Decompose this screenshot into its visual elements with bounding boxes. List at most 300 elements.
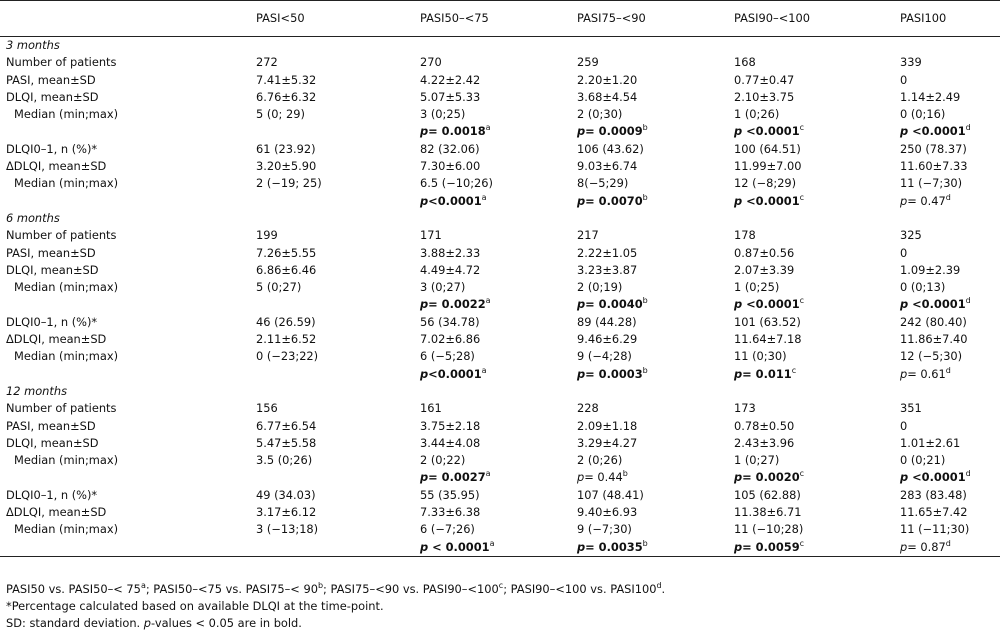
header-pasi-lt50: PASI<50 xyxy=(248,1,420,37)
table-cell: 283 (83.48) xyxy=(900,487,967,502)
table-cell: 9.40±6.93 xyxy=(577,505,638,520)
p-symbol: p xyxy=(900,470,909,485)
table-row-ddlqi xyxy=(0,504,1000,521)
table-cell: 7.30±6.00 xyxy=(420,159,481,174)
table-cell: 82 (32.06) xyxy=(420,141,480,156)
table-cell: 3.17±6.12 xyxy=(256,505,317,520)
p-value xyxy=(734,297,800,311)
empty-cell xyxy=(248,469,420,486)
table-row-dlqi01 xyxy=(0,141,1000,158)
period-row xyxy=(0,383,1000,400)
p-value-number: <0.0001 xyxy=(428,193,482,208)
table-row-n xyxy=(0,54,1000,71)
p-value-sup: b xyxy=(622,469,628,479)
table-cell: 3.44±4.08 xyxy=(420,435,481,450)
p-value-number: = 0.0003 xyxy=(585,366,643,381)
row-label: ΔDLQI, mean±SD xyxy=(6,332,107,347)
table-cell: 1.01±2.61 xyxy=(900,435,961,450)
p-value-number: = 0.47 xyxy=(907,193,946,208)
table-cell: 3.75±2.18 xyxy=(420,418,481,433)
p-symbol: p xyxy=(734,470,743,485)
p-value-cell xyxy=(420,366,577,383)
p-value xyxy=(734,367,792,381)
p-value-sup: a xyxy=(481,365,487,375)
p-value-sup: a xyxy=(485,123,491,133)
row-label: DLQI0–1, n (%)* xyxy=(6,314,98,329)
row-label: Median (min;max) xyxy=(14,280,119,295)
row-label: ΔDLQI, mean±SD xyxy=(6,159,107,174)
empty-cell xyxy=(734,210,900,227)
p-value-cell xyxy=(900,296,1000,313)
table-cell: 228 xyxy=(577,401,599,416)
empty-cell xyxy=(900,210,1000,227)
p-value-sup: c xyxy=(799,123,805,133)
p-value-sup: c xyxy=(791,365,797,375)
table-cell: 2.10±3.75 xyxy=(734,89,795,104)
table-cell: 61 (23.92) xyxy=(256,141,316,156)
p-value-row xyxy=(0,296,1000,313)
table-cell: 6.76±6.32 xyxy=(256,89,317,104)
p-value-sup: d xyxy=(945,365,951,375)
table-cell: 5 (0; 29) xyxy=(256,107,305,122)
p-value-sup: b xyxy=(642,365,648,375)
table-cell: 11.60±7.33 xyxy=(900,159,968,174)
p-value xyxy=(734,540,800,554)
p-value-row xyxy=(0,539,1000,557)
table-cell: 2.22±1.05 xyxy=(577,245,638,260)
row-label: DLQI, mean±SD xyxy=(6,435,99,450)
p-value-number: <0.0001 xyxy=(908,470,966,485)
row-label: Median (min;max) xyxy=(14,107,119,122)
p-value-cell xyxy=(577,539,734,557)
p-symbol: p xyxy=(577,539,586,554)
p-value-number: = 0.44 xyxy=(584,470,623,485)
p-value-sup: a xyxy=(485,469,491,479)
empty-cell xyxy=(248,210,420,227)
table-cell: 0.87±0.56 xyxy=(734,245,795,260)
row-label xyxy=(0,469,248,486)
table-cell: 0.78±0.50 xyxy=(734,418,795,433)
table-cell: 101 (63.52) xyxy=(734,314,801,329)
table-cell: 325 xyxy=(900,228,922,243)
row-label: DLQI0–1, n (%)* xyxy=(6,487,98,502)
p-value-cell xyxy=(734,539,900,557)
table-cell: 250 (78.37) xyxy=(900,141,967,156)
table-cell: 56 (34.78) xyxy=(420,314,480,329)
p-value xyxy=(420,124,486,138)
fn1-part-4: ; PASI75–<90 vs. PASI90–<100 xyxy=(323,582,499,596)
p-value-sup: d xyxy=(965,469,971,479)
p-value xyxy=(577,124,643,138)
table-cell: 173 xyxy=(734,401,756,416)
p-value-number: = 0.0009 xyxy=(585,124,643,139)
table-cell: 2.43±3.96 xyxy=(734,435,795,450)
table-row-pasi xyxy=(0,72,1000,89)
fn1-sup-d: d xyxy=(656,581,662,590)
fn1-part-6: ; PASI90–<100 vs. PASI100 xyxy=(503,582,657,596)
p-value xyxy=(900,194,946,208)
p-symbol: p xyxy=(900,366,908,381)
p-value-cell xyxy=(577,469,734,486)
table-cell: 0.77±0.47 xyxy=(734,72,795,87)
p-value-cell xyxy=(420,123,577,140)
table-cell: 199 xyxy=(256,228,278,243)
table-cell: 0 (−23;22) xyxy=(256,349,319,364)
p-symbol: p xyxy=(734,539,743,554)
p-symbol: p xyxy=(577,366,586,381)
table-cell: 0 xyxy=(900,418,908,433)
table-cell: 6.5 (−10;26) xyxy=(420,176,493,191)
table-cell: 2.07±3.39 xyxy=(734,262,795,277)
p-value-cell xyxy=(900,193,1000,210)
table-cell: 11.38±6.71 xyxy=(734,505,802,520)
table-row-ddlqi_median xyxy=(0,175,1000,192)
p-symbol: p xyxy=(420,539,429,554)
table-cell: 168 xyxy=(734,55,756,70)
table-cell: 0 (0;21) xyxy=(900,453,946,468)
table-cell: 46 (26.59) xyxy=(256,314,316,329)
p-value xyxy=(900,367,946,381)
empty-cell xyxy=(248,539,420,557)
p-symbol: p xyxy=(734,193,743,208)
table-cell: 11.64±7.18 xyxy=(734,332,802,347)
table-cell: 270 xyxy=(420,55,442,70)
p-value-sup: c xyxy=(799,296,805,306)
row-label xyxy=(0,193,248,210)
table-row-ddlqi xyxy=(0,331,1000,348)
table-cell: 107 (48.41) xyxy=(577,487,644,502)
empty-cell xyxy=(577,210,734,227)
row-label: Number of patients xyxy=(6,55,117,70)
table-row-pasi xyxy=(0,418,1000,435)
empty-cell xyxy=(420,383,577,400)
p-value-cell xyxy=(900,366,1000,383)
p-symbol: p xyxy=(900,297,909,312)
fn1-part-2: ; PASI50–<75 vs. PASI75–< 90 xyxy=(145,582,318,596)
p-value xyxy=(420,540,490,554)
p-value-cell xyxy=(420,539,577,557)
p-value-number: = 0.011 xyxy=(742,366,792,381)
p-symbol: p xyxy=(900,124,909,139)
p-value-cell xyxy=(734,123,900,140)
row-label: Median (min;max) xyxy=(14,349,119,364)
row-label: Median (min;max) xyxy=(14,176,119,191)
table-cell: 100 (64.51) xyxy=(734,141,801,156)
table-row-dlqi xyxy=(0,89,1000,106)
p-value-number: = 0.61 xyxy=(907,366,946,381)
period-row xyxy=(0,37,1000,55)
table-cell: 339 xyxy=(900,55,922,70)
p-value xyxy=(420,297,486,311)
table-cell: 1 (0;27) xyxy=(734,453,780,468)
table-cell: 6 (−5;28) xyxy=(420,349,475,364)
p-symbol: p xyxy=(577,470,585,485)
empty-cell xyxy=(248,296,420,313)
p-value-number: < 0.0001 xyxy=(428,539,490,554)
table-cell: 4.49±4.72 xyxy=(420,262,481,277)
fn3-post: -values < 0.05 are in bold. xyxy=(151,616,302,630)
p-value xyxy=(900,124,966,138)
table-cell: 1.14±2.49 xyxy=(900,89,961,104)
p-symbol: p xyxy=(734,366,743,381)
p-value xyxy=(577,367,643,381)
p-value xyxy=(420,470,486,484)
p-value-number: <0.0001 xyxy=(742,124,800,139)
p-value-cell xyxy=(734,366,900,383)
p-value-sup: d xyxy=(945,538,951,548)
table-cell: 3.88±2.33 xyxy=(420,245,481,260)
empty-cell xyxy=(248,123,420,140)
table-cell: 156 xyxy=(256,401,278,416)
p-value-number: = 0.0020 xyxy=(742,470,800,485)
table-cell: 0 (0;16) xyxy=(900,107,946,122)
footnotes xyxy=(6,581,665,632)
table-cell: 55 (35.95) xyxy=(420,487,480,502)
table-cell: 5 (0;27) xyxy=(256,280,302,295)
table-cell: 161 xyxy=(420,401,442,416)
table-row-dlqi_median xyxy=(0,452,1000,469)
p-symbol: p xyxy=(734,297,743,312)
table-cell: 6 (−7;26) xyxy=(420,522,475,537)
table-cell: 7.33±6.38 xyxy=(420,505,481,520)
p-value-number: = 0.0040 xyxy=(585,297,643,312)
table-cell: 9.03±6.74 xyxy=(577,159,638,174)
p-value-cell xyxy=(420,193,577,210)
table-cell: 1 (0;25) xyxy=(734,280,780,295)
header-pasi100: PASI100 xyxy=(900,1,1000,37)
empty-cell xyxy=(900,37,1000,55)
table-cell: 3 (0;27) xyxy=(420,280,466,295)
table-cell: 2 (0;30) xyxy=(577,107,623,122)
p-symbol: p xyxy=(420,366,429,381)
p-value xyxy=(577,194,643,208)
p-value xyxy=(734,124,800,138)
p-value-sup: c xyxy=(799,469,805,479)
empty-cell xyxy=(900,383,1000,400)
p-symbol: p xyxy=(420,470,429,485)
p-value xyxy=(420,367,482,381)
p-value-number: = 0.0022 xyxy=(428,297,486,312)
p-value-row xyxy=(0,193,1000,210)
p-value-number: <0.0001 xyxy=(742,193,800,208)
p-symbol: p xyxy=(900,193,908,208)
table-cell: 4.22±2.42 xyxy=(420,72,481,87)
table-cell: 8(−5;29) xyxy=(577,176,629,191)
empty-cell xyxy=(734,383,900,400)
p-value-cell xyxy=(734,296,900,313)
table-cell: 9 (−7;30) xyxy=(577,522,632,537)
table-row-dlqi01 xyxy=(0,487,1000,504)
p-value-cell xyxy=(577,193,734,210)
row-label: ΔDLQI, mean±SD xyxy=(6,505,107,520)
table-cell: 1.09±2.39 xyxy=(900,262,961,277)
p-value-cell xyxy=(734,469,900,486)
p-value-sup: d xyxy=(945,192,951,202)
p-value-number: <0.0001 xyxy=(908,297,966,312)
row-label xyxy=(0,123,248,140)
table-cell: 106 (43.62) xyxy=(577,141,644,156)
table-cell: 11 (−11;30) xyxy=(900,522,970,537)
p-value-sup: a xyxy=(481,192,487,202)
table-row-pasi xyxy=(0,245,1000,262)
fn1-sup-c: c xyxy=(498,581,504,590)
p-value xyxy=(900,540,946,554)
p-value-cell xyxy=(420,296,577,313)
table-cell: 272 xyxy=(256,55,278,70)
p-value-cell xyxy=(577,296,734,313)
table-row-dlqi xyxy=(0,262,1000,279)
p-value xyxy=(577,470,623,484)
table-cell: 7.02±6.86 xyxy=(420,332,481,347)
row-label xyxy=(0,539,248,557)
table-row-ddlqi xyxy=(0,158,1000,175)
p-value-cell xyxy=(900,123,1000,140)
table-cell: 3.23±3.87 xyxy=(577,262,638,277)
table-cell: 2 (0;19) xyxy=(577,280,623,295)
table-cell: 0 (0;13) xyxy=(900,280,946,295)
table-cell: 7.41±5.32 xyxy=(256,72,317,87)
fn1-sup-b: b xyxy=(317,581,324,590)
p-symbol: p xyxy=(577,193,586,208)
p-value-sup: b xyxy=(642,296,648,306)
empty-cell xyxy=(248,366,420,383)
p-value-sup: b xyxy=(642,538,648,548)
table-cell: 11 (−10;28) xyxy=(734,522,804,537)
table-cell: 11 (0;30) xyxy=(734,349,787,364)
row-label xyxy=(0,296,248,313)
table-cell: 12 (−8;29) xyxy=(734,176,797,191)
table-row-ddlqi_median xyxy=(0,348,1000,365)
p-value xyxy=(900,297,966,311)
empty-cell xyxy=(248,37,420,55)
p-symbol: p xyxy=(577,297,586,312)
table-row-dlqi01 xyxy=(0,314,1000,331)
row-label: Number of patients xyxy=(6,228,117,243)
period-label: 6 months xyxy=(6,210,60,225)
table-cell: 3 (−13;18) xyxy=(256,522,319,537)
table-cell: 3.5 (0;26) xyxy=(256,453,313,468)
table-row-dlqi xyxy=(0,435,1000,452)
table-row-dlqi_median xyxy=(0,106,1000,123)
table-cell: 242 (80.40) xyxy=(900,314,967,329)
table-cell: 6.86±6.46 xyxy=(256,262,317,277)
p-symbol: p xyxy=(420,124,429,139)
empty-cell xyxy=(734,37,900,55)
header-row xyxy=(0,1,1000,37)
table-cell: 49 (34.03) xyxy=(256,487,316,502)
table-cell: 171 xyxy=(420,228,442,243)
p-value-sup: d xyxy=(965,123,971,133)
fn1-part-0: PASI50 vs. PASI50–< 75 xyxy=(6,582,141,596)
p-value xyxy=(420,194,482,208)
table-cell: 9 (−4;28) xyxy=(577,349,632,364)
p-value-number: = 0.0035 xyxy=(585,539,643,554)
header-pasi90-100: PASI90–<100 xyxy=(734,1,900,37)
p-symbol: p xyxy=(900,539,908,554)
p-value-row xyxy=(0,123,1000,140)
row-label: DLQI0–1, n (%)* xyxy=(6,141,98,156)
empty-cell xyxy=(248,193,420,210)
p-value xyxy=(734,470,800,484)
p-value xyxy=(734,194,800,208)
empty-cell xyxy=(577,37,734,55)
p-symbol: p xyxy=(734,124,743,139)
table-cell: 11.86±7.40 xyxy=(900,332,968,347)
empty-cell xyxy=(420,210,577,227)
p-value-row xyxy=(0,469,1000,486)
header-pasi75-90: PASI75–<90 xyxy=(577,1,734,37)
table-cell: 2 (0;26) xyxy=(577,453,623,468)
table-cell: 5.07±5.33 xyxy=(420,89,481,104)
table-cell: 217 xyxy=(577,228,599,243)
table-cell: 3.68±4.54 xyxy=(577,89,638,104)
table-cell: 1 (0;26) xyxy=(734,107,780,122)
fn1-part-8: . xyxy=(661,582,666,596)
fn3-p: p xyxy=(143,616,152,630)
table-cell: 178 xyxy=(734,228,756,243)
period-label: 3 months xyxy=(6,38,60,52)
p-value-cell xyxy=(577,366,734,383)
table-cell: 351 xyxy=(900,401,922,416)
table-row-ddlqi_median xyxy=(0,521,1000,538)
row-label: DLQI, mean±SD xyxy=(6,262,99,277)
header-blank xyxy=(0,1,248,37)
p-value-sup: b xyxy=(642,123,648,133)
p-value-number: <0.0001 xyxy=(742,297,800,312)
table-cell: 105 (62.88) xyxy=(734,487,801,502)
fn1-sup-a: a xyxy=(140,581,146,590)
table-cell: 3 (0;25) xyxy=(420,107,466,122)
p-symbol: p xyxy=(577,124,586,139)
row-label: DLQI, mean±SD xyxy=(6,89,99,104)
footnote-comparisons xyxy=(6,581,665,598)
p-value-number: <0.0001 xyxy=(908,124,966,139)
table-cell: 7.26±5.55 xyxy=(256,245,317,260)
footnote-percentage: *Percentage calculated based on available DLQI at the time-point. xyxy=(6,599,384,613)
p-value-row xyxy=(0,366,1000,383)
empty-cell xyxy=(420,37,577,55)
p-value xyxy=(577,297,643,311)
table-body xyxy=(0,37,1000,557)
p-value-number: = 0.0018 xyxy=(428,124,486,139)
table-cell: 2.20±1.20 xyxy=(577,72,638,87)
p-value-number: = 0.0059 xyxy=(742,539,800,554)
table-cell: 12 (−5;30) xyxy=(900,349,963,364)
table-cell: 2.09±1.18 xyxy=(577,418,638,433)
p-value xyxy=(900,470,966,484)
table-row-n xyxy=(0,400,1000,417)
p-value xyxy=(577,540,643,554)
p-value-sup: c xyxy=(799,192,805,202)
footnote-sd xyxy=(6,615,665,632)
period-label: 12 months xyxy=(6,383,68,398)
row-label: Number of patients xyxy=(6,401,117,416)
table-cell: 0 xyxy=(900,72,908,87)
p-value-number: = 0.0027 xyxy=(428,470,486,485)
table-cell: 3.20±5.90 xyxy=(256,159,317,174)
table-cell: 2 (−19; 25) xyxy=(256,176,322,191)
table-cell: 259 xyxy=(577,55,599,70)
p-value-cell xyxy=(900,469,1000,486)
row-label: Median (min;max) xyxy=(14,522,119,537)
p-value-cell xyxy=(900,539,1000,557)
p-value-number: = 0.0070 xyxy=(585,193,643,208)
p-value-cell xyxy=(734,193,900,210)
p-value-cell xyxy=(577,123,734,140)
p-value-sup: d xyxy=(965,296,971,306)
p-value-number: <0.0001 xyxy=(428,366,482,381)
header-pasi50-75: PASI50–<75 xyxy=(420,1,577,37)
